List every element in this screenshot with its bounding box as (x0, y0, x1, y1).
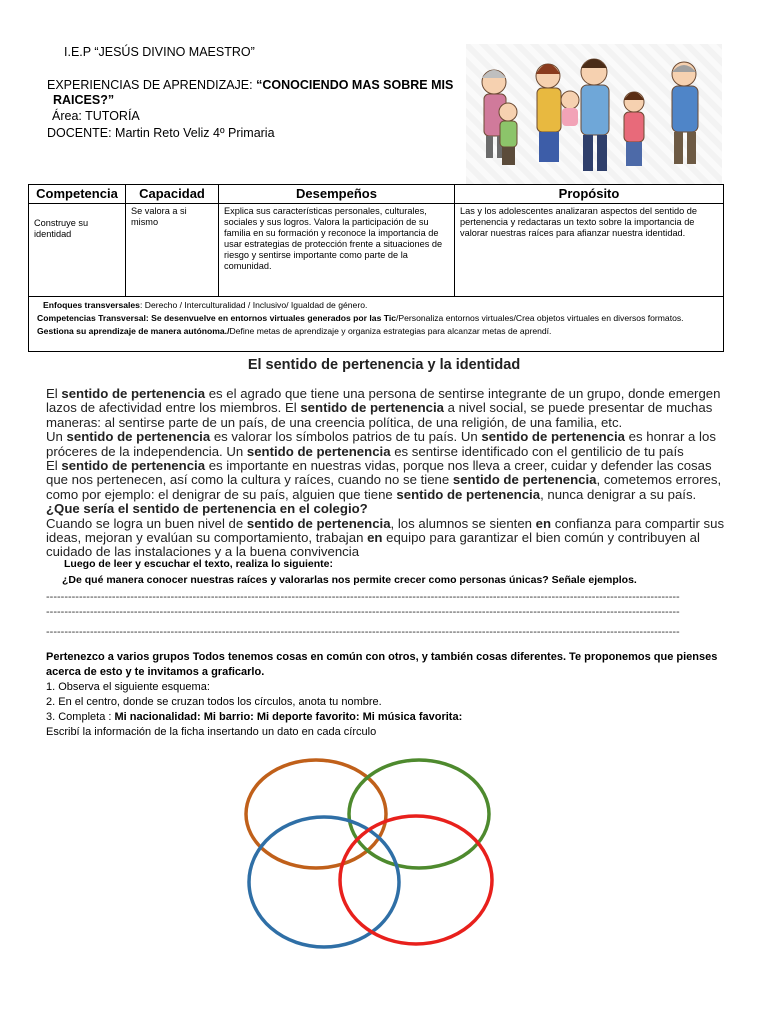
family-illustration (466, 44, 722, 184)
reading-body (46, 387, 736, 560)
experiencias-title-cont: RAICES?” (53, 93, 115, 107)
activity-step-1: 1. Observa el siguiente esquema: (46, 681, 210, 693)
comp-transversal-label: Competencias Transversal: Se desenvuelve en entornos virtuales generados por las Tic (37, 313, 397, 323)
reading-paragraph-4: Cuando se logra un buen nivel de sentido de pertenencia, los alumnos se sienten en confianza para compartir sus ideas, mejoran y evalúan su comportamiento, trabajan en equipo para garantizar el bien común y contribuyen al cuidado de las instalaciones y a la buena convivencia (46, 515, 725, 560)
header-capacidad: Capacidad (126, 185, 219, 204)
experiencias-line (47, 78, 467, 93)
header-desempenos: Desempeños (219, 185, 455, 204)
reading-paragraph-2: Un sentido de pertenencia es valorar los símbolos patrios de tu país. Un sentido de pertenencia es honrar a los próceres de la independencia. Un sentido de pertenencia es sentirse identificado con el gentilicio de tu país (46, 429, 716, 459)
reading-paragraph-1: El sentido de pertenencia es el agrado que tiene una persona de sentirse integrante de un grupo, donde emergen lazos de afectividad entre los miembros. El sentido de pertenencia a nivel social, se puede presentar de muchas maneras: al sentirse parte de un país, de una creencia política, de una religión, de una familia, etc. (46, 386, 721, 430)
area-line: Área: TUTORÍA (52, 109, 140, 123)
answer-line-1[interactable]: ----------------------------------------------------------------------------------------------------------------------------------------------------------------------------- (46, 591, 680, 603)
cell-capacidad: Se valora a si mismo (126, 204, 219, 297)
activity-intro: Pertenezco a varios grupos Todos tenemos cosas en común con otros, y también cosas diferentes. Te proponemos que pienses acerca de esto y te invitamos a graficarlo. (46, 651, 718, 678)
docente-line: DOCENTE: Martin Reto Veliz 4º Primaria (47, 126, 275, 140)
reading-paragraph-3: El sentido de pertenencia es importante en nuestras vidas, porque nos lleva a creer, cuidar y defender las cosas que nos pertenecen, así como la cultura y raíces, cuando no se tiene sentido de pertenencia, cometemos errores, como por ejemplo: el denigrar de su país, alguien que tiene sentido de pertenencia, nunca denigrar a su país. (46, 458, 722, 502)
venn-circle-bottom-right[interactable] (340, 816, 492, 944)
venn-circle-top-left[interactable] (246, 760, 386, 868)
reading-title: El sentido de pertenencia y la identidad (247, 357, 521, 373)
gestiona-label: Gestiona su aprendizaje de manera autónoma./ (37, 326, 230, 336)
instruction-line: Luego de leer y escuchar el texto, realiza lo siguiente: (64, 558, 334, 570)
instruction-question: ¿De qué manera conocer nuestras raíces y valorarlas nos permite crecer como personas únicas? Señale ejemplos. (62, 574, 637, 586)
venn-circle-bottom-left[interactable] (249, 817, 399, 947)
enfoques-label: Enfoques transversales (43, 300, 140, 310)
activity-step-2: 2. En el centro, donde se cruzan todos los círculos, anota tu nombre. (46, 696, 382, 708)
reading-question: ¿Que sería el sentido de pertenencia en el colegio? (46, 501, 368, 517)
gestiona-text: Define metas de aprendizaje y organiza estrategias para alcanzar metas de aprendí. (229, 326, 552, 336)
cell-desempenos: Explica sus características personales, culturales, sociales y sus logros. Valora la participación de su familia en su formación y reconoce la importancia de usar estrategias de protección frente a situaciones de riesgo y sentirse importante como parte de la comunidad. (219, 204, 455, 297)
activity-step-3: 3. Completa : Mi nacionalidad: Mi barrio: Mi deporte favorito: Mi música favorita: (46, 711, 463, 723)
family-drawing (466, 44, 722, 184)
header-competencia: Competencia (29, 185, 126, 204)
enfoques-text: : Derecho / Interculturalidad / Inclusivo/ Igualdad de género. (139, 300, 368, 310)
activity-section (46, 650, 736, 740)
activity-step-4: Escribí la información de la ficha insertando un dato en cada círculo (46, 726, 377, 738)
venn-circle-top-right[interactable] (349, 760, 489, 868)
header-proposito: Propósito (455, 185, 724, 204)
competency-table (28, 184, 724, 352)
experiencias-label: EXPERIENCIAS DE APRENDIZAJE: (47, 78, 253, 92)
experiencias-title: “CONOCIENDO MAS SOBRE MIS (256, 78, 454, 92)
venn-svg (240, 752, 500, 952)
answer-line-3[interactable]: ----------------------------------------------------------------------------------------------------------------------------------------------------------------------------- (46, 626, 680, 638)
cell-enfoques (29, 297, 724, 352)
school-name: I.E.P “JESÚS DIVINO MAESTRO” (64, 45, 255, 59)
cell-proposito: Las y los adolescentes analizaran aspectos del sentido de pertenencia y redactaras un texto sobre la importancia de valorar nuestras raíces para afianzar nuestra identidad. (455, 204, 724, 297)
cell-competencia: Construye su identidad (29, 204, 126, 297)
venn-diagram (240, 752, 500, 957)
answer-line-2[interactable]: ----------------------------------------------------------------------------------------------------------------------------------------------------------------------------- (46, 606, 680, 618)
comp-transversal-text: /Personaliza entornos virtuales/Crea objetos virtuales en diversos formatos. (396, 313, 684, 323)
